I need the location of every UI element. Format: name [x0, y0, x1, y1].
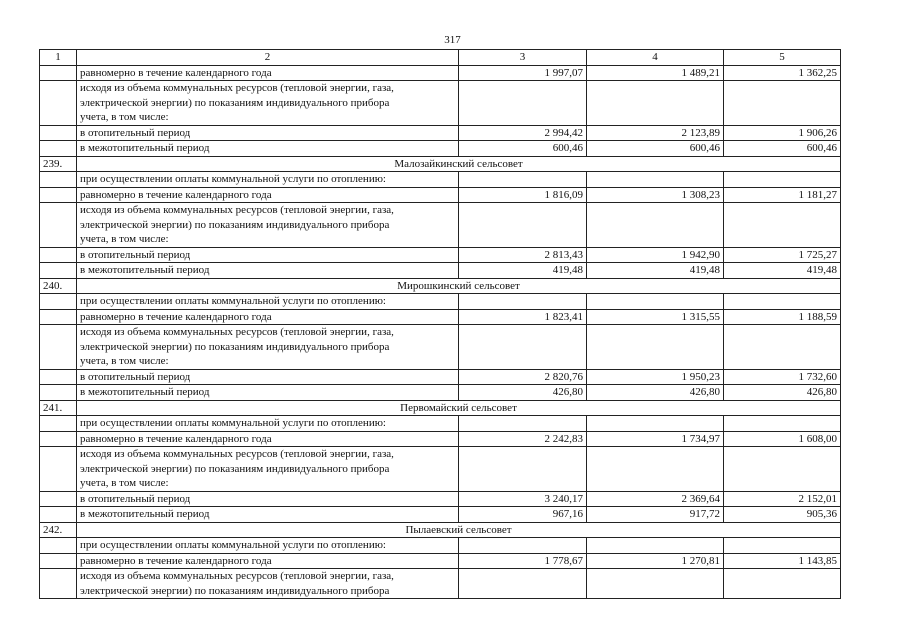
value-col-3: [459, 416, 587, 432]
row-description: в межотопительный период: [77, 141, 459, 157]
row-number: [40, 309, 77, 325]
section-title: Первомайский сельсовет: [77, 400, 841, 416]
value-col-5: [724, 416, 841, 432]
row-number: [40, 569, 77, 599]
description-line: учета, в том числе:: [80, 355, 169, 367]
tariff-table: [39, 49, 841, 599]
value-col-3: 3 240,17: [459, 491, 587, 507]
value-col-3: [459, 172, 587, 188]
row-description: в межотопительный период: [77, 263, 459, 279]
value-col-5: 1 362,25: [724, 65, 841, 81]
value-col-3: [459, 294, 587, 310]
section-number: 240.: [40, 278, 77, 294]
table-row: [40, 294, 841, 310]
row-description: [77, 203, 459, 248]
row-description: [77, 569, 459, 599]
row-description: равномерно в течение календарного года: [77, 553, 459, 569]
value-col-3: 2 994,42: [459, 125, 587, 141]
row-description: [77, 447, 459, 492]
section-title: Малозайкинский сельсовет: [77, 156, 841, 172]
table-row: [40, 553, 841, 569]
description-line: исходя из объема коммунальных ресурсов (тепловой энергии, газа,: [80, 326, 394, 338]
row-description: [77, 81, 459, 126]
description-line: учета, в том числе:: [80, 111, 169, 123]
value-col-3: [459, 447, 587, 492]
row-description: при осуществлении оплаты коммунальной услуги по отоплению:: [77, 416, 459, 432]
value-col-3: 1 823,41: [459, 309, 587, 325]
row-number: [40, 447, 77, 492]
value-col-5: [724, 203, 841, 248]
value-col-4: 419,48: [587, 263, 724, 279]
description-line: электрической энергии) по показаниям индивидуального прибора: [80, 340, 390, 353]
row-description: [77, 325, 459, 370]
section-title: Мирошкинский сельсовет: [77, 278, 841, 294]
row-description: в межотопительный период: [77, 385, 459, 401]
value-col-3: [459, 325, 587, 370]
value-col-5: [724, 569, 841, 599]
value-col-4: 1 489,21: [587, 65, 724, 81]
row-description: в отопительный период: [77, 125, 459, 141]
table-row: [40, 263, 841, 279]
value-col-5: 1 732,60: [724, 369, 841, 385]
value-col-4: 600,46: [587, 141, 724, 157]
header-cell-5: 5: [724, 50, 841, 66]
value-col-5: 2 152,01: [724, 491, 841, 507]
table-row: [40, 325, 841, 370]
value-col-5: [724, 325, 841, 370]
table-row: [40, 447, 841, 492]
value-col-4: 426,80: [587, 385, 724, 401]
table-row: [40, 187, 841, 203]
value-col-4: [587, 294, 724, 310]
table-row: [40, 369, 841, 385]
section-number: 241.: [40, 400, 77, 416]
value-col-5: 600,46: [724, 141, 841, 157]
row-number: [40, 507, 77, 523]
value-col-3: 600,46: [459, 141, 587, 157]
value-col-3: [459, 569, 587, 599]
section-number: 239.: [40, 156, 77, 172]
section-row: [40, 400, 841, 416]
value-col-4: 1 315,55: [587, 309, 724, 325]
row-number: [40, 263, 77, 279]
value-col-4: [587, 325, 724, 370]
value-col-4: [587, 447, 724, 492]
row-number: [40, 203, 77, 248]
row-number: [40, 172, 77, 188]
row-number: [40, 65, 77, 81]
row-number: [40, 141, 77, 157]
row-number: [40, 294, 77, 310]
table-row: [40, 172, 841, 188]
value-col-5: [724, 81, 841, 126]
value-col-5: [724, 294, 841, 310]
description-line: электрической энергии) по показаниям индивидуального прибора: [80, 96, 390, 109]
value-col-3: 1 997,07: [459, 65, 587, 81]
value-col-3: 1 816,09: [459, 187, 587, 203]
row-number: [40, 431, 77, 447]
row-number: [40, 81, 77, 126]
row-description: равномерно в течение календарного года: [77, 187, 459, 203]
value-col-3: 419,48: [459, 263, 587, 279]
table-row: [40, 309, 841, 325]
value-col-4: [587, 416, 724, 432]
value-col-5: [724, 447, 841, 492]
value-col-4: 917,72: [587, 507, 724, 523]
page-number: 317: [444, 34, 461, 46]
value-col-3: 426,80: [459, 385, 587, 401]
table-row: [40, 538, 841, 554]
value-col-5: 419,48: [724, 263, 841, 279]
row-number: [40, 553, 77, 569]
description-line: исходя из объема коммунальных ресурсов (тепловой энергии, газа,: [80, 204, 394, 216]
header-cell-4: 4: [587, 50, 724, 66]
value-col-3: 1 778,67: [459, 553, 587, 569]
row-description: в отопительный период: [77, 491, 459, 507]
value-col-5: 1 608,00: [724, 431, 841, 447]
value-col-3: [459, 81, 587, 126]
row-number: [40, 187, 77, 203]
table-row: [40, 81, 841, 126]
value-col-4: 2 123,89: [587, 125, 724, 141]
value-col-5: [724, 538, 841, 554]
row-number: [40, 538, 77, 554]
header-row: [40, 50, 841, 66]
table-body: [40, 50, 841, 599]
value-col-5: 1 143,85: [724, 553, 841, 569]
value-col-5: 1 181,27: [724, 187, 841, 203]
row-number: [40, 491, 77, 507]
description-line: исходя из объема коммунальных ресурсов (тепловой энергии, газа,: [80, 570, 394, 582]
value-col-5: 1 188,59: [724, 309, 841, 325]
value-col-4: 1 308,23: [587, 187, 724, 203]
section-number: 242.: [40, 522, 77, 538]
description-line: учета, в том числе:: [80, 233, 169, 245]
table-row: [40, 491, 841, 507]
section-row: [40, 278, 841, 294]
value-col-5: 1 725,27: [724, 247, 841, 263]
value-col-4: 2 369,64: [587, 491, 724, 507]
row-description: равномерно в течение календарного года: [77, 65, 459, 81]
row-description: равномерно в течение календарного года: [77, 431, 459, 447]
section-title: Пылаевский сельсовет: [77, 522, 841, 538]
header-cell-3: 3: [459, 50, 587, 66]
value-col-5: 905,36: [724, 507, 841, 523]
value-col-3: 2 242,83: [459, 431, 587, 447]
description-line: электрической энергии) по показаниям индивидуального прибора: [80, 462, 390, 475]
row-description: в отопительный период: [77, 369, 459, 385]
description-line: учета, в том числе:: [80, 477, 169, 489]
value-col-3: 967,16: [459, 507, 587, 523]
section-row: [40, 522, 841, 538]
header-cell-1: 1: [40, 50, 77, 66]
table-row: [40, 416, 841, 432]
row-description: при осуществлении оплаты коммунальной услуги по отоплению:: [77, 172, 459, 188]
description-line: электрической энергии) по показаниям индивидуального прибора: [80, 218, 390, 231]
description-line: электрической энергии) по показаниям индивидуального прибора: [80, 584, 390, 597]
value-col-4: 1 270,81: [587, 553, 724, 569]
table-row: [40, 247, 841, 263]
description-line: исходя из объема коммунальных ресурсов (тепловой энергии, газа,: [80, 82, 394, 94]
value-col-5: 1 906,26: [724, 125, 841, 141]
section-row: [40, 156, 841, 172]
row-description: в межотопительный период: [77, 507, 459, 523]
header-cell-2: 2: [77, 50, 459, 66]
row-number: [40, 325, 77, 370]
value-col-3: 2 820,76: [459, 369, 587, 385]
table-row: [40, 203, 841, 248]
row-description: при осуществлении оплаты коммунальной услуги по отоплению:: [77, 538, 459, 554]
value-col-4: [587, 172, 724, 188]
table-row: [40, 431, 841, 447]
row-description: при осуществлении оплаты коммунальной услуги по отоплению:: [77, 294, 459, 310]
value-col-4: [587, 203, 724, 248]
value-col-5: [724, 172, 841, 188]
description-line: исходя из объема коммунальных ресурсов (тепловой энергии, газа,: [80, 448, 394, 460]
row-description: равномерно в течение календарного года: [77, 309, 459, 325]
table-row: [40, 569, 841, 599]
row-number: [40, 416, 77, 432]
row-number: [40, 247, 77, 263]
value-col-3: 2 813,43: [459, 247, 587, 263]
value-col-4: 1 950,23: [587, 369, 724, 385]
table-row: [40, 385, 841, 401]
table-row: [40, 141, 841, 157]
value-col-4: [587, 538, 724, 554]
row-number: [40, 369, 77, 385]
value-col-4: [587, 569, 724, 599]
value-col-4: 1 734,97: [587, 431, 724, 447]
value-col-4: 1 942,90: [587, 247, 724, 263]
table-row: [40, 507, 841, 523]
table-row: [40, 65, 841, 81]
value-col-4: [587, 81, 724, 126]
value-col-5: 426,80: [724, 385, 841, 401]
row-number: [40, 125, 77, 141]
value-col-3: [459, 203, 587, 248]
row-description: в отопительный период: [77, 247, 459, 263]
table-row: [40, 125, 841, 141]
row-number: [40, 385, 77, 401]
value-col-3: [459, 538, 587, 554]
